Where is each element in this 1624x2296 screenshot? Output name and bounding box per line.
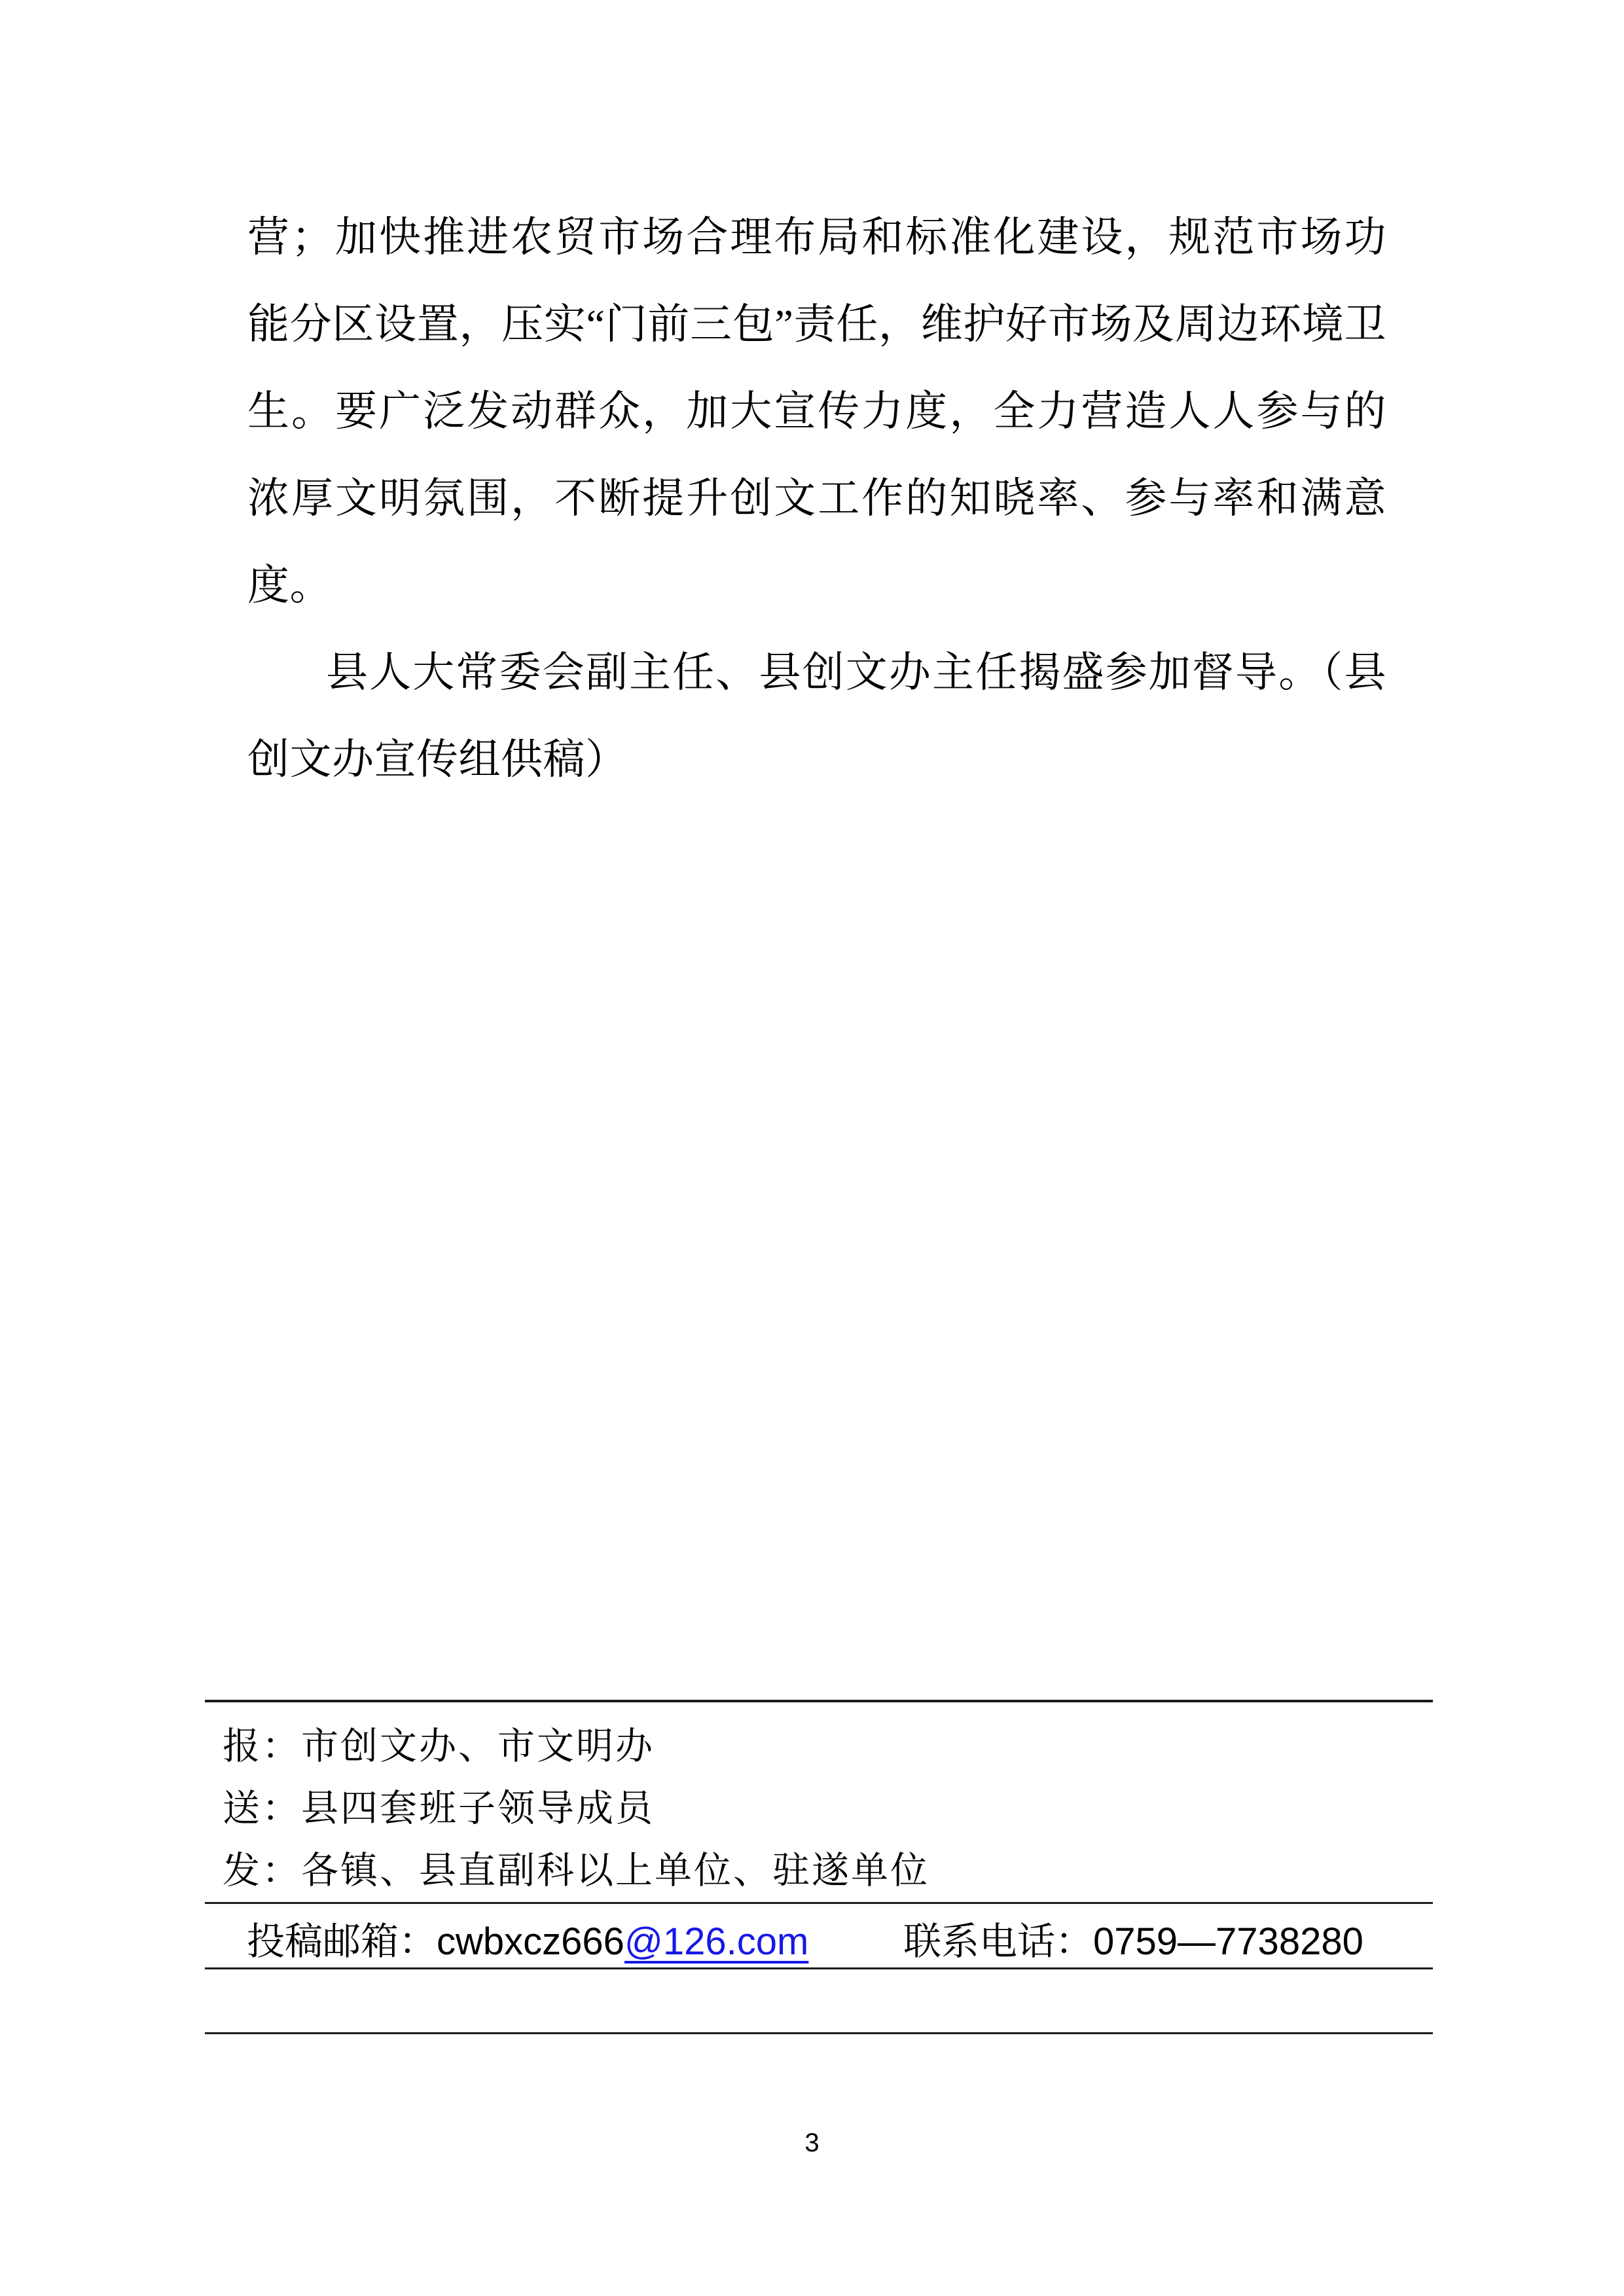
footer-bottom-rule xyxy=(205,2032,1433,2034)
phone-label: 联系电话： xyxy=(903,1920,1094,1963)
distribution-block xyxy=(223,1715,929,1902)
email-label: 投稿邮箱： xyxy=(247,1920,437,1963)
phone-number: 0759—7738280 xyxy=(1093,1920,1363,1963)
email-link[interactable]: @126.com xyxy=(624,1920,809,1963)
distribution-issue-line: 发：各镇、县直副科以上单位、驻遂单位 xyxy=(223,1850,929,1892)
body-paragraph-attribution: 县人大常委会副主任、县创文办主任揭盛参加督导。（县创文办宣传组供稿） xyxy=(247,649,1386,783)
distribution-report-line: 报：市创文办、市文明办 xyxy=(223,1726,655,1767)
footer-top-rule xyxy=(205,1700,1433,1702)
email-user-text: cwbxcz666 xyxy=(437,1920,624,1963)
contact-email-group xyxy=(247,1916,808,1967)
page-number: 3 xyxy=(804,2128,820,2157)
contact-row-bottom-rule xyxy=(205,1967,1433,1969)
contact-row-top-rule xyxy=(205,1902,1433,1904)
distribution-send-line: 送：县四套班子领导成员 xyxy=(223,1788,655,1829)
body-paragraph-continuation: 营；加快推进农贸市场合理布局和标准化建设，规范市场功能分区设置，压实“门前三包”责任，维护好市场及周边环境卫生。要广泛发动群众，加大宣传力度，全力营造人人参与的浓厚文明氛围，不断提升创文工作的知晓率、参与率和满意度。 xyxy=(247,214,1386,609)
body-text-block xyxy=(247,194,1386,803)
contact-phone-group xyxy=(903,1916,1363,1967)
